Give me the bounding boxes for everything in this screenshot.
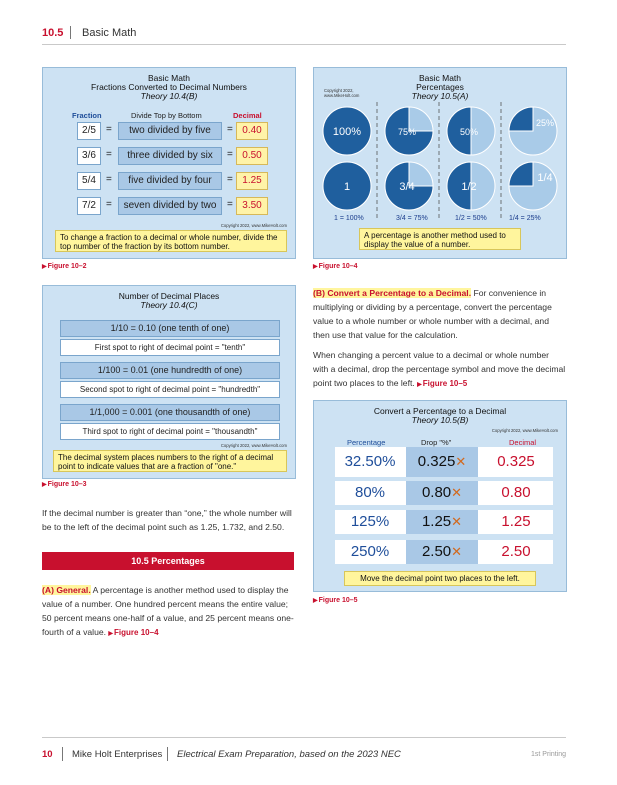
percentage-value: 80% xyxy=(354,484,386,501)
fig5-title2: Theory 10.5(B) xyxy=(411,415,469,425)
fig3-note: The decimal system places numbers to the right of a decimal point to indicate values that are a fraction of "one." xyxy=(53,450,287,472)
fig2-note: To change a fraction to a decimal or whole number, divide the top number of the fraction by its bottom number. xyxy=(55,230,287,252)
decimal-box: 0.50 xyxy=(236,147,268,165)
fig2-col-fraction: Fraction xyxy=(72,111,102,120)
pie-label: 50% xyxy=(459,127,479,137)
divide-words: two divided by five xyxy=(118,122,222,140)
general-lead: (A) General. xyxy=(42,585,91,595)
fig5-note: Move the decimal point two places to the left. xyxy=(344,571,536,586)
fig3-label: ▶ Figure 10–3 xyxy=(42,481,87,488)
figure-10-4 xyxy=(313,67,567,259)
footer-separator xyxy=(167,747,168,761)
pie-caption: 1/2 = 50% xyxy=(455,215,487,222)
pie-caption: 1/4 = 25% xyxy=(509,215,541,222)
footer-printing: 1st Printing xyxy=(531,751,567,758)
dropped-value: 1.25✕ xyxy=(406,510,478,534)
decimal-description: Second spot to right of decimal point = "hundredth" xyxy=(60,381,280,398)
pie-label: 1/2 xyxy=(461,181,477,193)
fig3-title1: Number of Decimal Places xyxy=(118,291,220,301)
decimal-expression: 1/1,000 = 0.001 (one thousandth of one) xyxy=(60,404,280,421)
fig4-copyright-line2: www.MikeHolt.com xyxy=(324,93,360,98)
pie-slice xyxy=(509,107,533,131)
section-number: 10.5 xyxy=(42,27,64,39)
decimal-box: 0.40 xyxy=(236,122,268,140)
equals-sign: = xyxy=(106,199,112,210)
percentage-value: 32.50% xyxy=(344,453,396,470)
fig2-copyright: Copyright 2022, www.MikeHolt.com xyxy=(220,223,287,228)
x-mark-icon: ✕ xyxy=(451,514,463,529)
decimal-value: 0.325 xyxy=(497,453,535,470)
pie-label: 25% xyxy=(535,118,555,128)
footer-publisher: Mike Holt Enterprises xyxy=(72,749,163,760)
page-number: 10 xyxy=(42,749,53,760)
fig5-label: ▶ Figure 10–5 xyxy=(313,597,358,604)
fig2-label: ▶ Figure 10–2 xyxy=(42,263,87,270)
fig5-col-drop: Drop "%" xyxy=(421,438,452,447)
fig2-title2: Fractions Converted to Decimal Numbers xyxy=(91,82,247,92)
fig2-title3: Theory 10.4(B) xyxy=(140,91,198,101)
footer-book: Electrical Exam Preparation, based on the 2023 NEC xyxy=(177,749,401,760)
decimal-value: 1.25 xyxy=(501,513,531,530)
equals-sign: = xyxy=(227,174,233,185)
percentage-value: 250% xyxy=(350,543,390,560)
general-body: A percentage is another method used to display the value of a number. One hundred percent means the entire value; 50 percent means one-half of a value, and 25 percent means one-fourth of a value. xyxy=(42,585,294,637)
footer-separator xyxy=(62,747,63,761)
paragraph-convert xyxy=(313,286,566,342)
equals-sign: = xyxy=(106,149,112,160)
header-separator xyxy=(70,26,71,39)
pie-label: 1 xyxy=(343,181,351,193)
paragraph-decimal-greater-than-one: If the decimal number is greater than “one,” the whole number will be to the left of the decimal point such as 1.25, 1.732, and 2.50. xyxy=(42,508,292,532)
dropped-value: 0.80✕ xyxy=(406,481,478,505)
pie-label: 3/4 xyxy=(399,181,415,193)
equals-sign: = xyxy=(106,174,112,185)
decimal-value: 2.50 xyxy=(501,543,531,560)
pie-label: 100% xyxy=(332,126,362,138)
decimal-box: 1.25 xyxy=(236,172,268,190)
fig5-copyright: Copyright 2022, www.MikeHolt.com xyxy=(491,428,558,433)
fig4-title1: Basic Math xyxy=(418,73,462,83)
fraction-box: 7/2 xyxy=(77,197,101,215)
divide-words: three divided by six xyxy=(118,147,222,165)
equals-sign: = xyxy=(106,124,112,135)
header-title: Basic Math xyxy=(82,27,137,39)
fig2-col-divide: Divide Top by Bottom xyxy=(131,111,202,120)
fig4-title2: Percentages xyxy=(416,82,464,92)
fig2-title1: Basic Math xyxy=(147,73,191,83)
change-body: When changing a percent value to a decimal or whole number with a decimal, drop the percentage symbol and move the decimal point two places to the left. xyxy=(313,350,566,388)
decimal-description: First spot to right of decimal point = "tenth" xyxy=(60,339,280,356)
pie-caption: 1 = 100% xyxy=(334,215,364,222)
x-mark-icon: ✕ xyxy=(455,454,467,469)
equals-sign: = xyxy=(227,149,233,160)
fig4-label: ▶ Figure 10–4 xyxy=(313,263,358,270)
fraction-box: 3/6 xyxy=(77,147,101,165)
fig2-col-decimal: Decimal xyxy=(233,111,262,120)
dropped-value: 0.325✕ xyxy=(406,447,478,477)
decimal-value: 0.80 xyxy=(501,484,531,501)
figure-10-3 xyxy=(42,285,296,479)
paragraph-general xyxy=(42,583,295,641)
figure-10-5 xyxy=(313,400,567,592)
figure-ref-10-4[interactable]: ▶ Figure 10–4 xyxy=(108,628,158,637)
convert-body: For convenience in multiplying or dividing by a percentage, convert the percentage value to a whole number or whole number with a decimal, and then use that value for the calculation. xyxy=(313,288,552,340)
fig5-col-percentage: Percentage xyxy=(347,438,386,447)
x-mark-icon: ✕ xyxy=(451,544,463,559)
fig3-copyright: Copyright 2022, www.MikeHolt.com xyxy=(220,443,287,448)
figure-10-2 xyxy=(42,67,296,259)
decimal-box: 3.50 xyxy=(236,197,268,215)
decimal-expression: 1/10 = 0.10 (one tenth of one) xyxy=(60,320,280,337)
equals-sign: = xyxy=(227,199,233,210)
header-rule xyxy=(42,44,566,45)
x-mark-icon: ✕ xyxy=(451,485,463,500)
fig5-title1: Convert a Percentage to a Decimal xyxy=(373,406,507,416)
convert-lead: (B) Convert a Percentage to a Decimal. xyxy=(313,288,472,298)
paragraph-change xyxy=(313,348,566,392)
percentage-value: 125% xyxy=(350,513,390,530)
pie-slice xyxy=(509,162,533,186)
figure-ref-10-5[interactable]: ▶ Figure 10–5 xyxy=(417,379,467,388)
fig4-note: A percentage is another method used to display the value of a number. xyxy=(359,228,521,250)
divide-words: seven divided by two xyxy=(118,197,222,215)
section-heading: 10.5 Percentages xyxy=(42,552,294,570)
decimal-expression: 1/100 = 0.01 (one hundredth of one) xyxy=(60,362,280,379)
fraction-box: 5/4 xyxy=(77,172,101,190)
pie-caption: 3/4 = 75% xyxy=(396,215,428,222)
dropped-value: 2.50✕ xyxy=(406,540,478,564)
fig4-title3: Theory 10.5(A) xyxy=(411,91,469,101)
fig5-col-decimal: Decimal xyxy=(509,438,537,447)
equals-sign: = xyxy=(227,124,233,135)
divide-words: five divided by four xyxy=(118,172,222,190)
pie-label: 75% xyxy=(397,127,417,137)
footer-rule xyxy=(42,737,566,738)
pie-label: 1/4 xyxy=(537,172,553,184)
fraction-box: 2/5 xyxy=(77,122,101,140)
decimal-description: Third spot to right of decimal point = "thousandth" xyxy=(60,423,280,440)
fig4-copyright-line1: Copyright 2022, xyxy=(324,88,354,93)
fig3-title2: Theory 10.4(C) xyxy=(140,300,198,310)
